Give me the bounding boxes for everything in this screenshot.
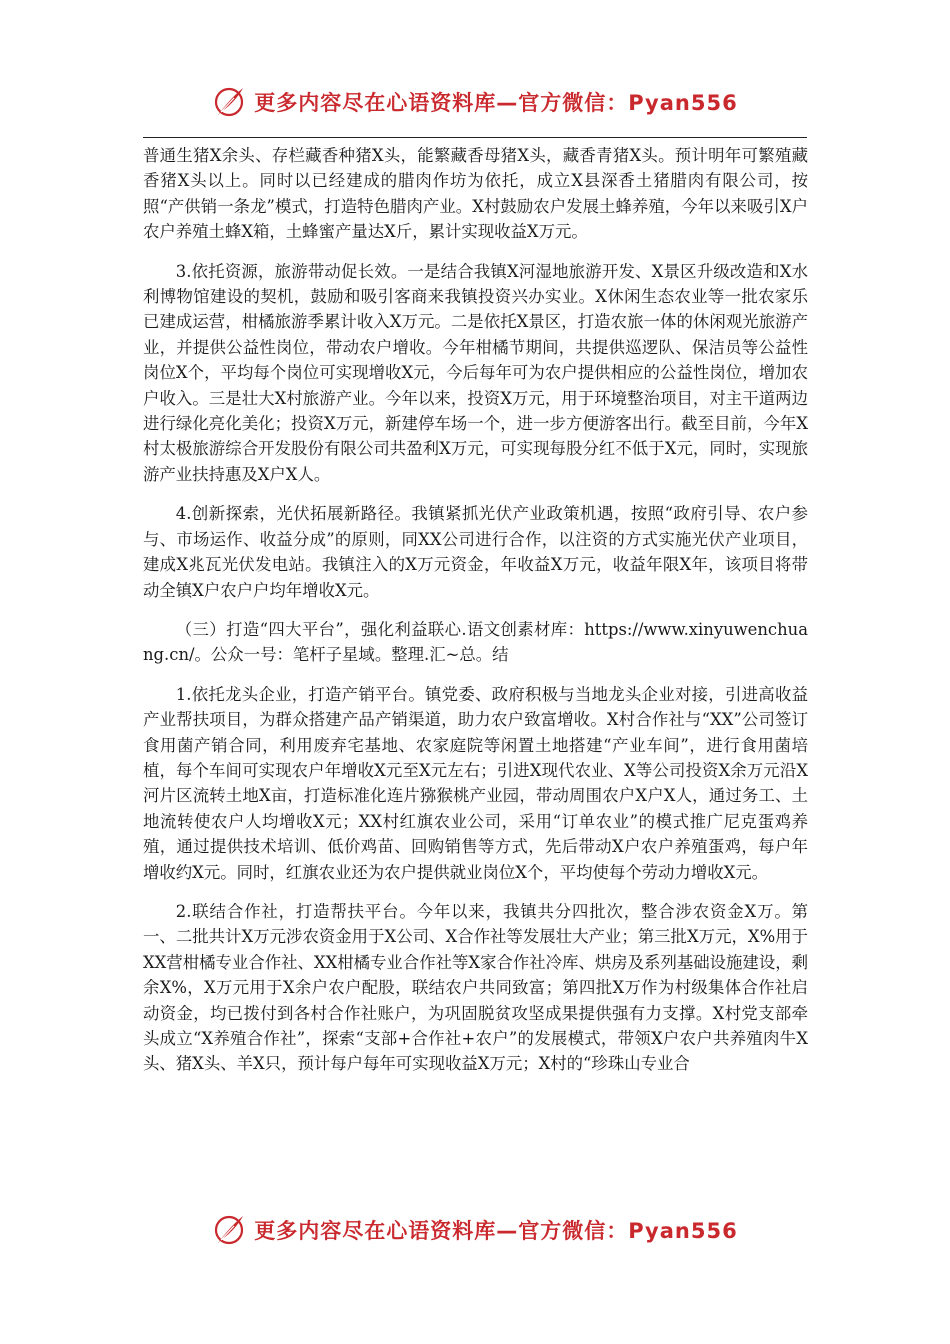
paragraph: 3.依托资源，旅游带动促长效。一是结合我镇X河湿地旅游开发、X景区升级改造和X水利博物馆建设的契机，鼓励和吸引客商来我镇投资兴办实业。X休闲生态农业等一批农家乐已建成运营，柑橘旅游季累计收入X万元。二是依托X景区，打造农旅一体的休闲观光旅游产业，并提供公益性岗位，带动农户增收。今年柑橘节期间，共提供巡逻队、保洁员等公益性岗位X个，平均每个岗位可实现增收X元，今后每年可为农户提供相应的公益性岗位，增加农户收入。三是壮大X村旅游产业。今年以来，投资X万元，用于环境整治项目，对主干道两边进行绿化亮化美化；投资X万元，新建停车场一个，进一步方便游客出行。截至目前，今年X村太极旅游综合开发股份有限公司共盈利X万元，可实现每股分红不低于X元，同时，实现旅游产业扶持惠及X户X人。 bbox=[143, 261, 808, 484]
section-heading: （三）打造“四大平台”，强化利益联心.语文创素材库：https://www.xinyuwenchuang.cn/。公众一号：笔杆子星域。整理.汇~总。结 bbox=[143, 619, 808, 665]
paragraph: 2.联结合作社，打造帮扶平台。今年以来，我镇共分四批次，整合涉农资金X万。第一、二批共计X万元涉农资金用于X公司、X合作社等发展壮大产业；第三批X万元，X%用于XX营柑橘专业合作社、XX柑橘专业合作社等X家合作社冷库、烘房及系列基础设施建设，剩余X%，X万元用于X余户农户配股，联结农户共同致富；第四批X万作为村级集体合作社启动资金，均已拨付到各村合作社账户，为巩固脱贫攻坚成果提供强有力支撑。X村党支部牵头成立“X养殖合作社”，探索“支部+合作社+农户”的发展模式，带领X户农户共养殖肉牛X头、猪X头、羊X只，预计每户每年可实现收益X万元；X村的“珍珠山专业合 bbox=[143, 901, 808, 1074]
footer-banner-text: 更多内容尽在心语资料库—官方微信：Pyan556 bbox=[254, 1219, 738, 1243]
feather-pen-logo-icon bbox=[212, 1213, 246, 1247]
paragraph: 1.依托龙头企业，打造产销平台。镇党委、政府积极与当地龙头企业对接，引进高收益产业帮扶项目，为群众搭建产品产销渠道，助力农户致富增收。X村合作社与“XX”公司签订食用菌产销合同，利用废弃宅基地、农家庭院等闲置土地搭建“产业车间”，进行食用菌培植，每个车间可实现农户年增收X元至X元左右；引进X现代农业、X等公司投资X余万元沿X河片区流转土地X亩，打造标准化连片猕猴桃产业园，带动周围农户X户X人，通过务工、土地流转使农户人均增收X元；XX村红旗农业公司，采用“订单农业”的模式推广尼克蛋鸡养殖，通过提供技术培训、低价鸡苗、回购销售等方式，先后带动X户农户养殖蛋鸡，每户年增收约X元。同时，红旗农业还为农户提供就业岗位X个，平均使每个劳动力增收X元。 bbox=[143, 684, 808, 882]
footer-banner bbox=[0, 1208, 950, 1252]
header-banner-text: 更多内容尽在心语资料库—官方微信：Pyan556 bbox=[254, 91, 738, 115]
header-divider bbox=[143, 137, 807, 138]
feather-pen-logo-icon bbox=[212, 85, 246, 119]
document-body bbox=[143, 143, 808, 1091]
header-banner bbox=[0, 80, 950, 124]
paragraph: 4.创新探索，光伏拓展新路径。我镇紧抓光伏产业政策机遇，按照“政府引导、农户参与、市场运作、收益分成”的原则，同XX公司进行合作，以注资的方式实施光伏产业项目，建成X兆瓦光伏发电站。我镇注入的X万元资金，年收益X万元，收益年限X年，该项目将带动全镇X户农户户均年增收X元。 bbox=[143, 504, 808, 600]
paragraph: 普通生猪X余头、存栏藏香种猪X头，能繁藏香母猪X头，藏香青猪X头。预计明年可繁殖藏香猪X头以上。同时以已经建成的腊肉作坊为依托，成立X县深香土猪腊肉有限公司，按照“产供销一条龙”模式，打造特色腊肉产业。X村鼓励农户发展土蜂养殖，今年以来吸引X户农户养殖土蜂X箱，土蜂蜜产量达X斤，累计实现收益X万元。 bbox=[143, 146, 808, 242]
